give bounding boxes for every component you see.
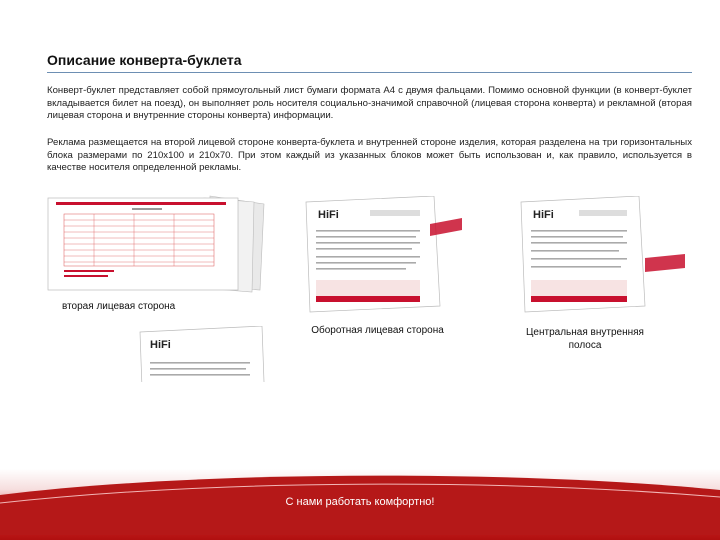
figure-reverse-front-side: [300, 196, 465, 316]
footer-slogan: С нами работать комфортно!: [285, 496, 435, 508]
caption-central-inner-strip: Центральная внутренняя полоса: [526, 327, 644, 351]
description-paragraph-2: Реклама размещается на второй лицевой стороне конверта-буклета и внутренней стороне изделия, которая разделена на три горизонтальных блока размерами по 210х100 и 210х70. При этом каждый из указанных блоков может быть использован и, как правило, используется в качестве носителя определенной рекламы.: [47, 137, 692, 174]
title-divider: [47, 72, 692, 73]
figure-second-front-side: [42, 190, 267, 298]
hifi-logo-1: HiFi: [318, 209, 339, 221]
caption-reverse-front-side: Оборотная лицевая сторона: [311, 325, 444, 336]
page-title: Описание конверта-буклета: [47, 52, 242, 68]
hifi-logo-2: HiFi: [533, 209, 554, 221]
caption-second-front-side: вторая лицевая сторона: [62, 301, 176, 312]
hifi-logo-3: HiFi: [150, 339, 171, 351]
description-paragraph-1: Конверт-буклет представляет собой прямоугольный лист бумаги формата А4 с двумя фальцами. Помимо основной функции (в конверт-буклет вкладывается билет на поезд), он выполняет роль носителя социально-значимой справочной (лицевая сторона конверта) и рекламной (вторая лицевая сторона и внутренние стороны конверта) информации.: [47, 85, 692, 122]
figure-central-inner-strip: [515, 196, 687, 316]
